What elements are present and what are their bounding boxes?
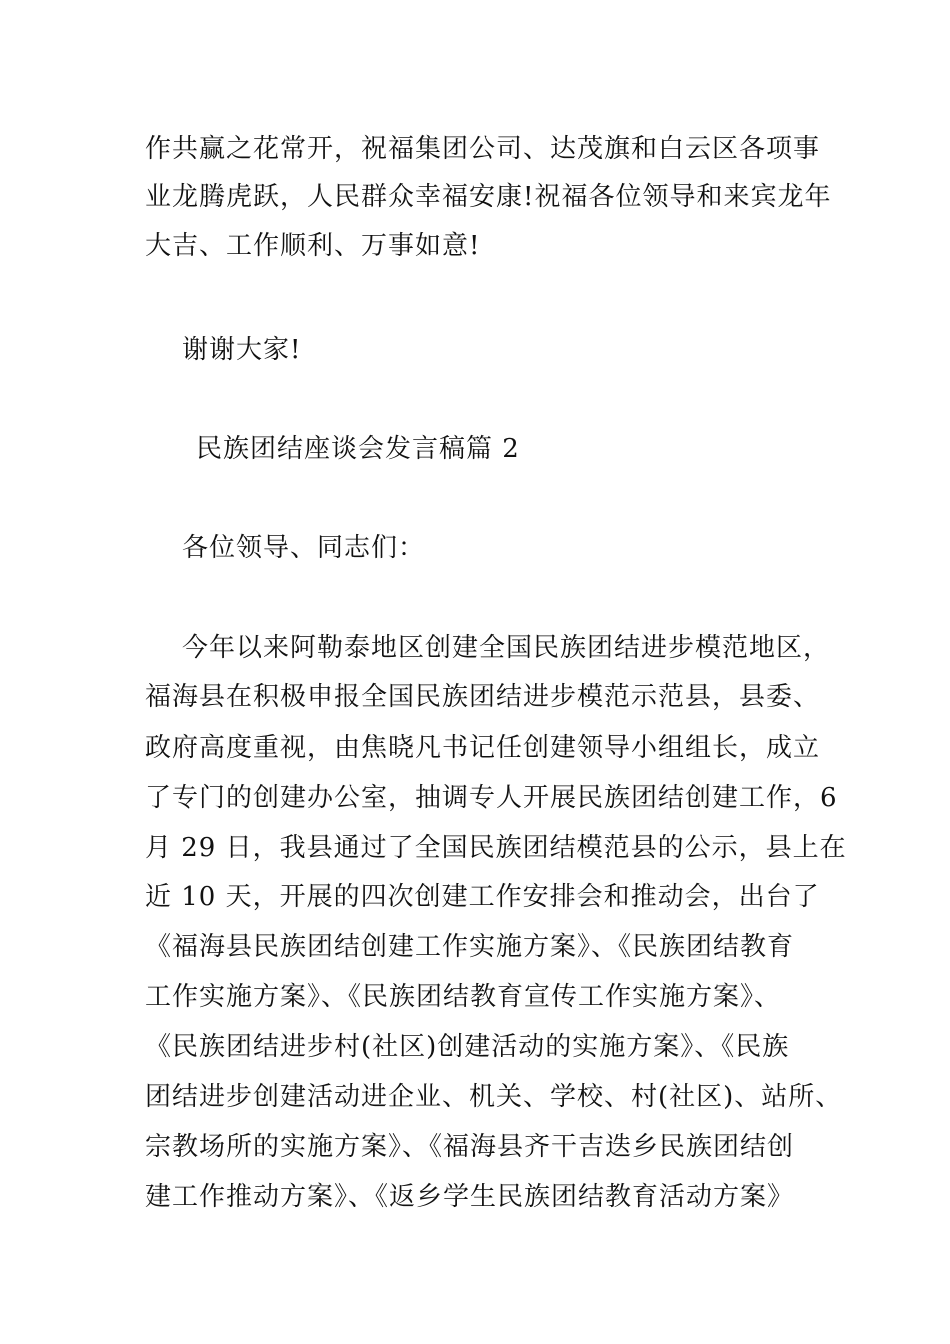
paragraph-2-line-10: 团结进步创建活动进企业、机关、学校、村(社区)、站所、 (145, 1082, 843, 1112)
paragraph-1-line-2: 业龙腾虎跃，人民群众幸福安康!祝福各位领导和来宾龙年 (145, 182, 832, 212)
paragraph-2-line-9: 《民族团结进步村(社区)创建活动的实施方案》、《民族 (145, 1032, 790, 1062)
paragraph-2-line-8: 工作实施方案》、《民族团结教育宣传工作实施方案》、 (145, 982, 782, 1012)
paragraph-2-line-1: 今年以来阿勒泰地区创建全国民族团结进步模范地区， (182, 633, 831, 663)
paragraph-2-line-11: 宗教场所的实施方案》、《福海县齐干吉迭乡民族团结创 (145, 1132, 795, 1162)
paragraph-2-line-7: 《福海县民族团结创建工作实施方案》、《民族团结教育 (145, 932, 795, 962)
salutation-text: 各位领导、同志们： (182, 533, 426, 563)
thanks-text: 谢谢大家! (182, 335, 302, 365)
section-title: 民族团结座谈会发言稿篇 2 (196, 434, 520, 464)
paragraph-2-line-5: 月 29 日，我县通过了全国民族团结模范县的公示，县上在 (145, 833, 847, 863)
paragraph-2-line-4: 了专门的创建办公室，抽调专人开展民族团结创建工作，6 (145, 783, 838, 813)
paragraph-2-line-3: 政府高度重视，由焦晓凡书记任创建领导小组组长，成立 (145, 733, 821, 763)
paragraph-2-line-12: 建工作推动方案》、《返乡学生民族团结教育活动方案》 (145, 1182, 795, 1212)
paragraph-1-line-3: 大吉、工作顺利、万事如意! (145, 231, 481, 261)
paragraph-2-line-2: 福海县在积极申报全国民族团结进步模范示范县，县委、 (145, 682, 821, 712)
paragraph-1-line-1: 作共赢之花常开，祝福集团公司、达茂旗和白云区各项事 (145, 134, 821, 164)
paragraph-2-line-6: 近 10 天，开展的四次创建工作安排会和推动会，出台了 (145, 882, 820, 912)
